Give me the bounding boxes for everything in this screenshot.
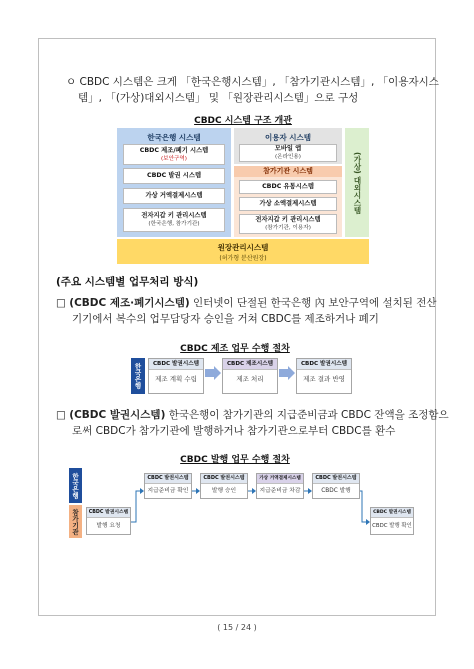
process-2-side-bottom: 참가기관 — [69, 505, 82, 538]
process-2-step-1-body: 지급준비금 확인 — [147, 488, 189, 494]
process-1-step-1-header: CBDC 발권시스템 — [149, 359, 203, 370]
process-2-step-4-body: CBDC 발행 — [321, 488, 351, 494]
structure-title: CBDC 시스템 구조 개관 — [194, 116, 292, 126]
bok-key-label: 전자지갑 키 관리시스템 — [141, 212, 207, 219]
process-2-step-1 — [144, 473, 192, 499]
process-1-step-1-body: 제조 계획 수립 — [155, 375, 197, 383]
user-mobile-sub: (온라인용) — [275, 154, 301, 160]
process-2-step-4 — [312, 473, 360, 499]
process-2-step-1-header: CBDC 발권시스템 — [145, 474, 191, 484]
process-1-step-2-header: CBDC 제조시스템 — [223, 359, 277, 370]
process-2-step-3-body: 지급준비금 차감 — [259, 488, 301, 494]
process-2-step-confirm-body: CBDC 발행 확인 — [372, 523, 412, 529]
process-2-step-2-body: 발행 승인 — [211, 488, 237, 494]
user-header: 이용자 시스템 — [264, 133, 312, 142]
process-2-step-confirm-header: CBDC 발권시스템 — [371, 508, 413, 518]
process-2-step-2 — [200, 473, 248, 499]
section-heading: (주요 시스템별 업무처리 방식) — [56, 276, 199, 288]
participant-distribution-label: CBDC 유통시스템 — [262, 183, 314, 190]
process-1-step-2-body: 제조 처리 — [236, 375, 264, 383]
bok-manufacture-sub: (보안구역) — [161, 155, 187, 162]
intro-line-2: 템」, 「(가상)대외시스템」 및 「원장관리시스템」으로 구성 — [78, 92, 359, 104]
process-1-title: CBDC 제조 업무 수행 절차 — [180, 344, 290, 354]
bok-issuance-label: CBDC 발권 시스템 — [146, 172, 202, 179]
user-mobile-label: 모바일 앱 — [274, 145, 302, 152]
participant-retail-label: 가상 소액결제시스템 — [259, 200, 317, 207]
process-2-step-3 — [256, 473, 304, 499]
item-2-line-2: 로써 CBDC가 참가기관에 발행하거나 참가기관으로부터 CBDC를 환수 — [72, 425, 396, 437]
bok-header: 한국은행 시스템 — [147, 133, 201, 142]
item-2-title: (CBDC 발권시스템) — [69, 409, 166, 421]
process-2-step-3-header: 가상 거액결제시스템 — [257, 474, 303, 484]
bok-wholesale-label: 가상 거액결제시스템 — [145, 192, 203, 199]
ledger-label: 원장관리시스템 — [217, 243, 269, 252]
item-2-line-1: 한국은행이 참가기관의 지급준비금과 CBDC 잔액을 조정함으 — [165, 409, 449, 421]
item-1-line-2: 기기에서 복수의 업무담당자 승인을 거쳐 CBDC를 제조하거나 폐기 — [72, 313, 379, 325]
process-2-step-request-header: CBDC 발권시스템 — [87, 508, 130, 518]
bok-manufacture-label: CBDC 제조/폐기 시스템 — [139, 146, 209, 154]
intro-line-1: CBDC 시스템은 크게 「한국은행시스템」, 「참가기관시스템」, 「이용자시스 — [79, 76, 439, 88]
item-1-line-1: 인터넷이 단절된 한국은행 內 보안구역에 설치된 전산 — [189, 297, 437, 309]
process-2-step-request-body: 발행 요청 — [96, 523, 121, 529]
process-2-step-4-header: CBDC 발권시스템 — [313, 474, 359, 484]
process-1-step-3-body: 제조 결과 반영 — [303, 375, 345, 383]
item-1-marker: □ — [56, 297, 66, 309]
item-1-title: (CBDC 제조·폐기시스템) — [69, 297, 190, 309]
process-1-side-label: 한국은행 — [131, 358, 145, 394]
process-2-side-top: 한국은행 — [69, 468, 82, 503]
participant-header: 참가기관 시스템 — [234, 166, 342, 177]
ledger-sub: (허가형 분산원장) — [219, 255, 267, 262]
page-number: ( 15 / 24 ) — [217, 623, 257, 632]
bullet-marker: ㅇ — [66, 76, 77, 88]
process-2-step-2-header: CBDC 발권시스템 — [201, 474, 247, 484]
participant-key-sub: (참가기관, 이용자) — [265, 225, 311, 231]
process-2-step-request — [86, 507, 131, 535]
process-2-title: CBDC 발행 업무 수행 절차 — [180, 455, 290, 465]
bok-key-sub: (한국은행, 참가기관) — [148, 221, 200, 227]
participant-key-label: 전자지갑 키 관리시스템 — [255, 216, 321, 223]
external-label: (가상) 대외시스템 — [353, 151, 362, 214]
process-1-step-3-header: CBDC 발권시스템 — [297, 359, 351, 370]
item-2-marker: □ — [56, 409, 66, 421]
process-2-step-confirm — [370, 507, 414, 535]
